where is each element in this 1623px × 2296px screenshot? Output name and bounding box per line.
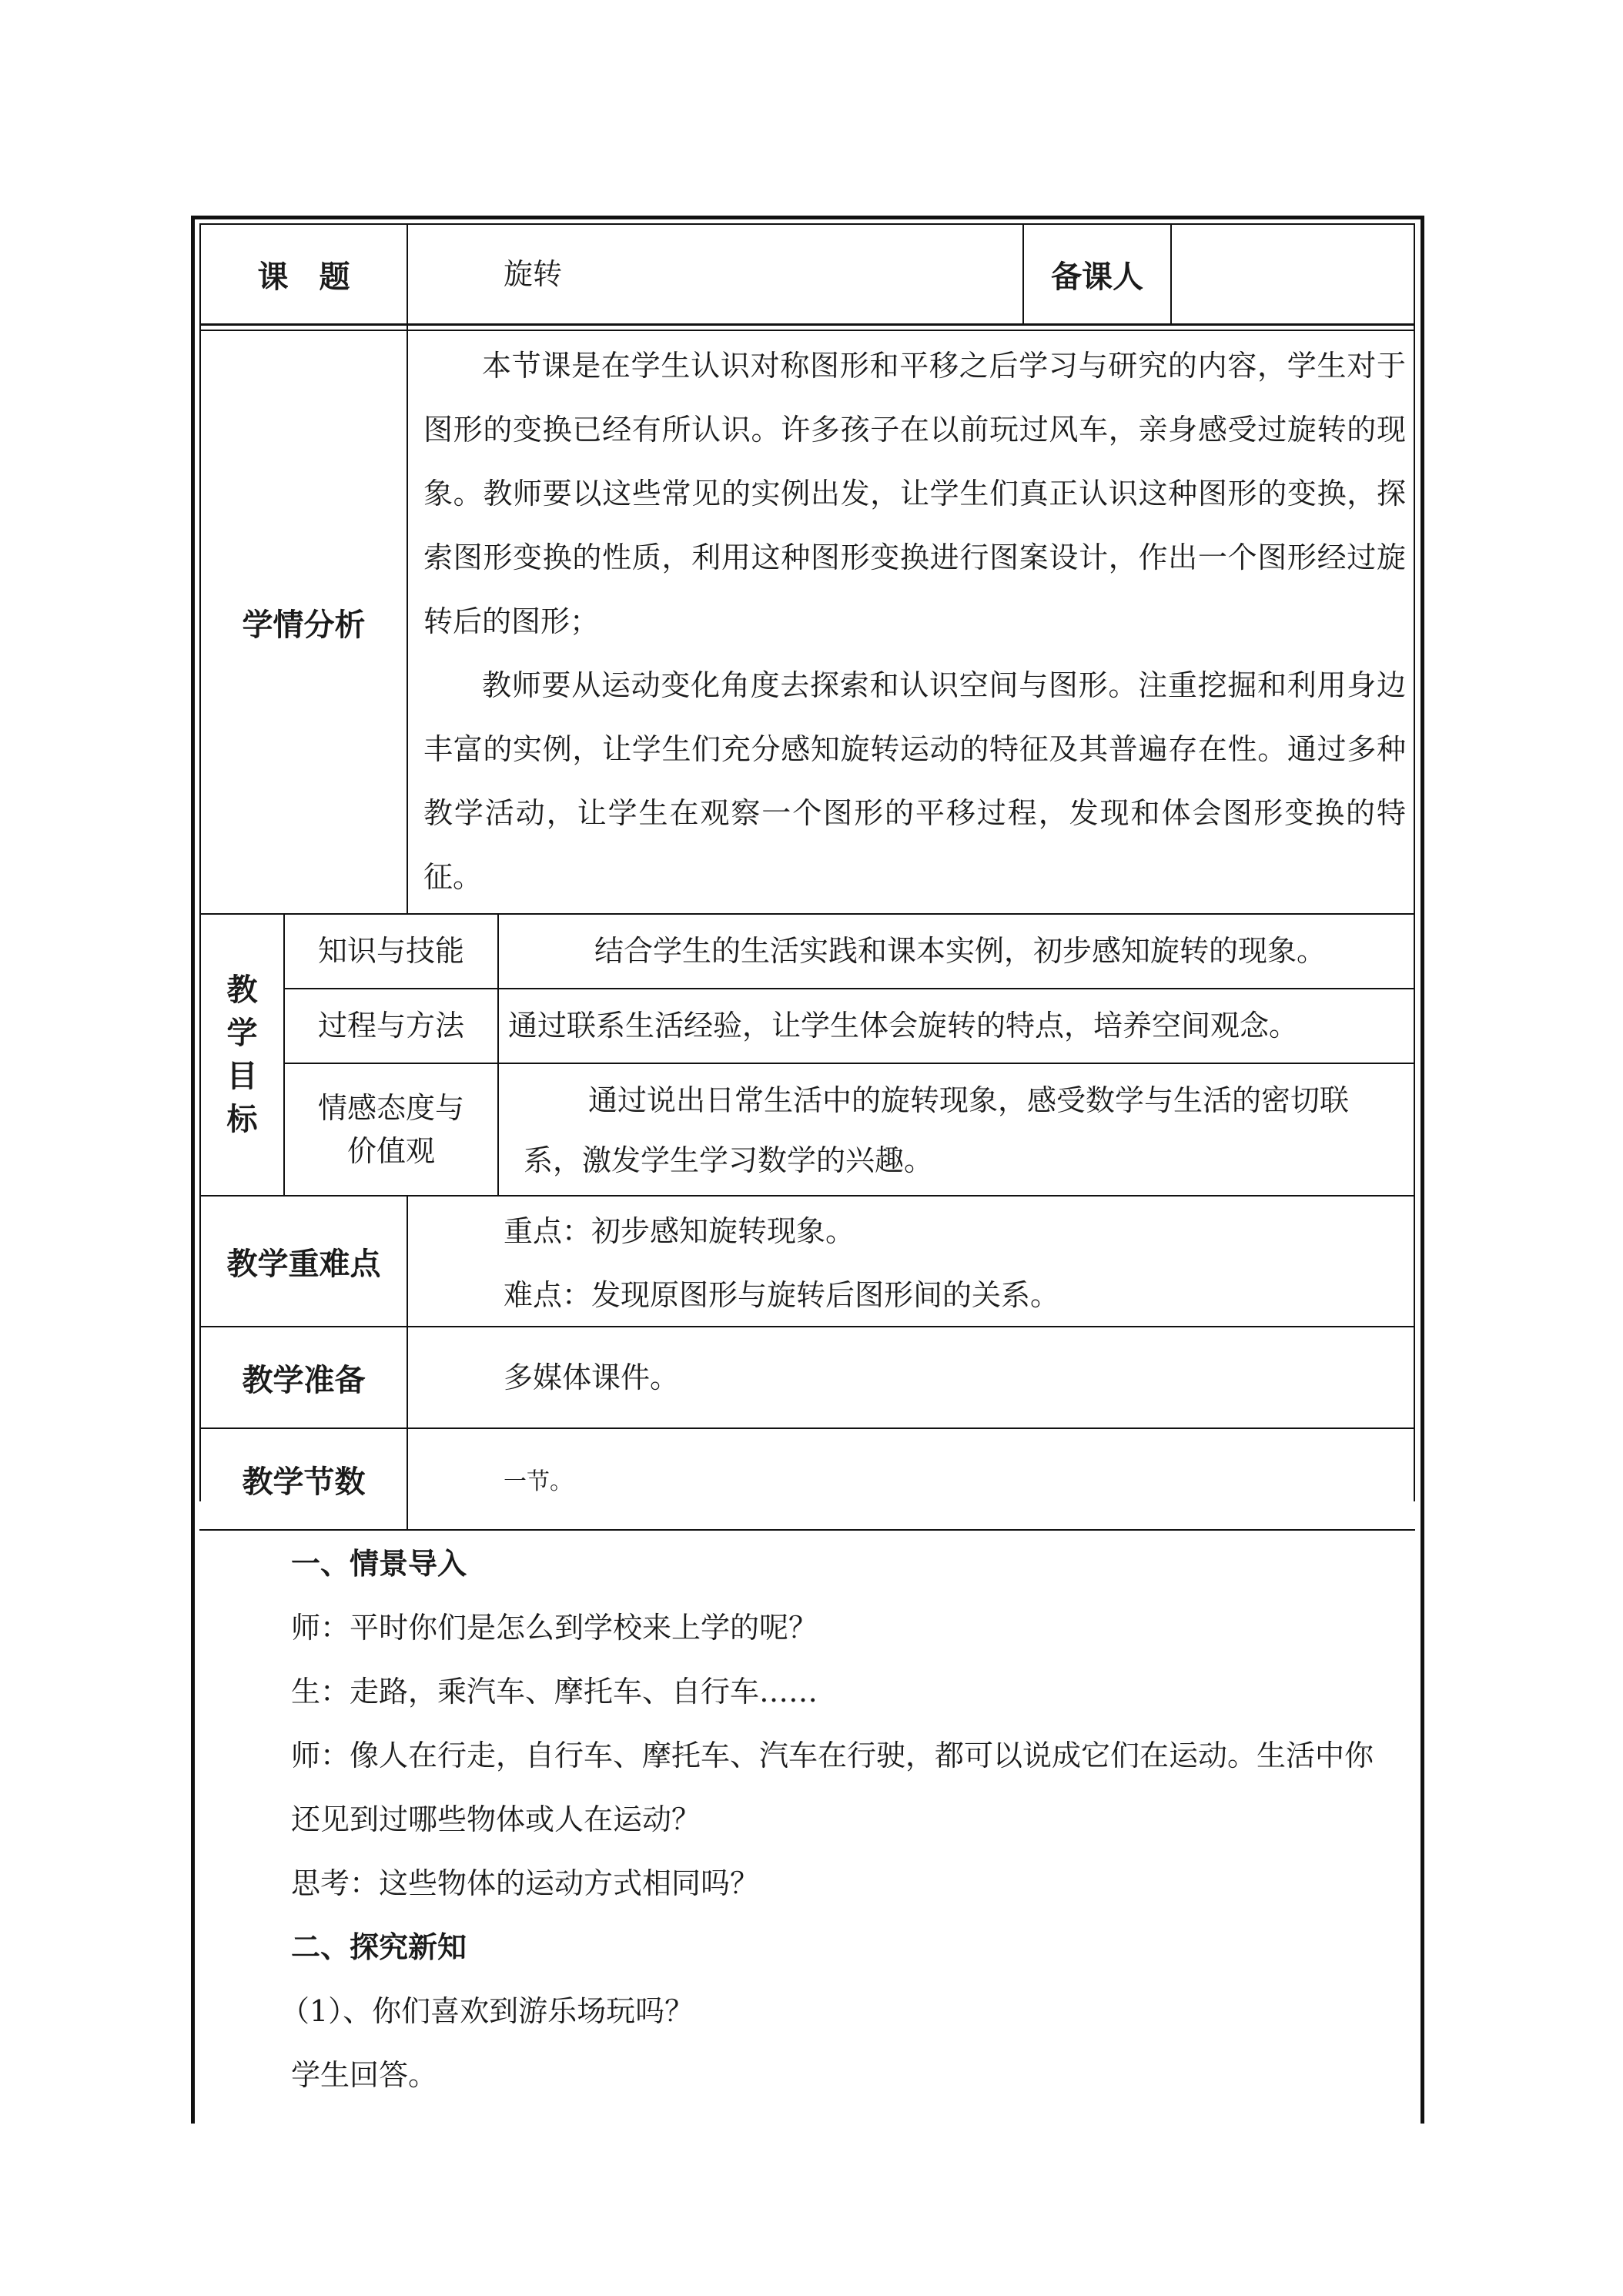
row-sep-1	[199, 323, 1415, 326]
analysis-paragraph: 本节课是在学生认识对称图形和平移之后学习与研究的内容，学生对于图形的变换已经有所认识。许多孩子在以前玩过风车，亲身感受过旋转的现象。教师要以这些常见的实例出发，让学生们真正认识这种图形的变换，探索图形变换的性质，利用这种图形变换进行图案设计，作出一个图形经过旋转后的图形；	[423, 349, 1406, 638]
key-points-text	[504, 1200, 1404, 1327]
preparer-label: 备课人	[1051, 259, 1143, 295]
objective-attitude-label	[285, 1064, 497, 1195]
objective-attitude-value: 通过说出日常生活中的旋转现象，感受数学与生活的密切联系，激发学生学习数学的兴趣。	[524, 1083, 1350, 1177]
section-title: 一、情景导入	[291, 1547, 467, 1581]
preparer-value	[1172, 225, 1414, 323]
process-line: 学生回答。	[291, 2058, 438, 2092]
frame-top-outer	[191, 216, 1424, 219]
process-line: 生：走路，乘汽车、摩托车、自行车……	[291, 1675, 818, 1709]
frame-right-inner	[1414, 223, 1415, 1501]
topic-value: 旋转	[504, 256, 563, 291]
objective-knowledge-value: 结合学生的生活实践和课本实例，初步感知旋转的现象。	[594, 934, 1327, 968]
key-point-focus: 重点：初步感知旋转现象。	[504, 1214, 855, 1248]
objective-attitude-label-line: 价值观	[346, 1134, 435, 1168]
process-line: 思考：这些物体的运动方式相同吗？	[291, 1866, 760, 1900]
preparation-value: 多媒体课件。	[504, 1360, 680, 1394]
process-line: （1）、你们喜欢到游乐场玩吗？	[280, 1994, 694, 2028]
teaching-process	[280, 1532, 1400, 2107]
process-line: 师：像人在行走，自行车、摩托车、汽车在行驶，都可以说成它们在运动。生活中你还见到过哪些物体或人在运动？	[291, 1739, 1374, 1836]
objective-knowledge-label: 知识与技能	[317, 934, 464, 968]
process-line: 师：平时你们是怎么到学校来上学的呢？	[291, 1611, 818, 1645]
frame-left-outer	[191, 216, 195, 2124]
periods-label: 教学节数	[242, 1464, 366, 1500]
analysis-text	[423, 334, 1406, 909]
col-sep-main	[407, 223, 408, 913]
objectives-label-char: 教	[226, 972, 258, 1008]
objective-process-value: 通过联系生活经验，让学生体会旋转的特点，培养空间观念。	[508, 1009, 1299, 1043]
key-points-label: 教学重难点	[226, 1246, 381, 1282]
objective-attitude-label-line: 情感态度与	[317, 1091, 464, 1125]
objective-process-label: 过程与方法	[317, 1009, 464, 1043]
periods-value: 一节。	[504, 1468, 573, 1495]
objectives-label-char: 学	[226, 1016, 258, 1051]
objectives-label-char: 标	[226, 1102, 258, 1137]
analysis-label: 学情分析	[242, 607, 366, 643]
preparation-label: 教学准备	[242, 1362, 366, 1398]
topic-label: 课 题	[257, 259, 350, 295]
col-sep-obj-b	[497, 913, 499, 1195]
objectives-label	[201, 915, 283, 1195]
row-sep-6	[199, 1529, 1415, 1531]
objectives-label-char: 目	[226, 1059, 258, 1094]
key-point-difficulty: 难点：发现原图形与旋转后图形间的关系。	[504, 1278, 1060, 1312]
analysis-paragraph: 教师要从运动变化角度去探索和认识空间与图形。注重挖掘和利用身边丰富的实例，让学生们充分感知旋转运动的特征及其普遍存在性。通过多种教学活动，让学生在观察一个图形的平移过程，发现和体会图形变换的特征。	[423, 668, 1406, 894]
frame-right-outer	[1421, 216, 1424, 2124]
section-title: 二、探究新知	[291, 1930, 467, 1964]
col-sep-main-lower	[407, 1195, 408, 1529]
